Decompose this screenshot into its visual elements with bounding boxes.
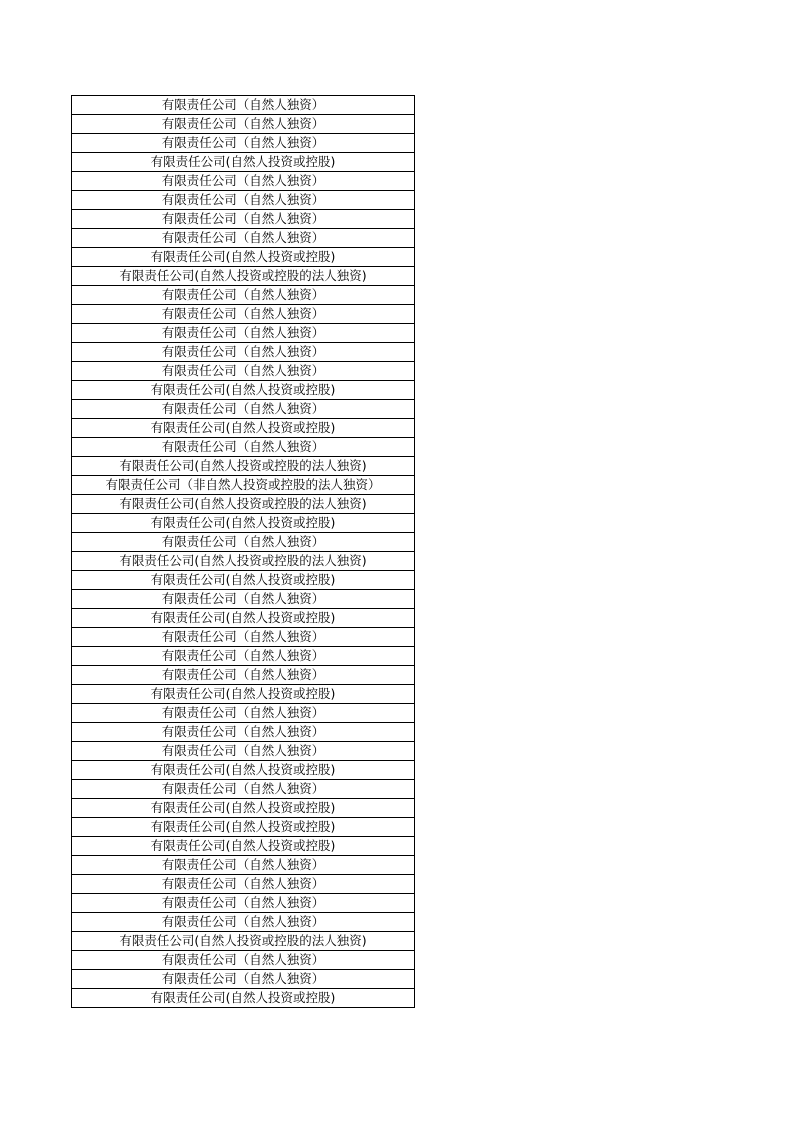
company-type-cell[interactable]: 有限责任公司（非自然人投资或控股的法人独资） xyxy=(72,476,415,495)
company-type-cell[interactable]: 有限责任公司(自然人投资或控股) xyxy=(72,571,415,590)
company-type-cell[interactable]: 有限责任公司（自然人独资） xyxy=(72,191,415,210)
company-type-cell[interactable]: 有限责任公司（自然人独资） xyxy=(72,324,415,343)
company-type-cell[interactable]: 有限责任公司（自然人独资） xyxy=(72,875,415,894)
table-row xyxy=(72,191,415,210)
company-type-cell[interactable]: 有限责任公司(自然人投资或控股的法人独资) xyxy=(72,932,415,951)
table-row xyxy=(72,723,415,742)
company-type-cell[interactable]: 有限责任公司（自然人独资） xyxy=(72,647,415,666)
company-type-cell[interactable]: 有限责任公司(自然人投资或控股) xyxy=(72,685,415,704)
company-type-cell[interactable]: 有限责任公司（自然人独资） xyxy=(72,856,415,875)
company-type-cell[interactable]: 有限责任公司（自然人独资） xyxy=(72,134,415,153)
table-row xyxy=(72,495,415,514)
company-type-cell[interactable]: 有限责任公司（自然人独资） xyxy=(72,533,415,552)
table-row xyxy=(72,609,415,628)
company-type-cell[interactable]: 有限责任公司(自然人投资或控股的法人独资) xyxy=(72,457,415,476)
company-type-cell[interactable]: 有限责任公司(自然人投资或控股) xyxy=(72,419,415,438)
table-row xyxy=(72,419,415,438)
company-type-cell[interactable]: 有限责任公司（自然人独资） xyxy=(72,210,415,229)
company-type-cell[interactable]: 有限责任公司（自然人独资） xyxy=(72,343,415,362)
company-type-cell[interactable]: 有限责任公司(自然人投资或控股) xyxy=(72,609,415,628)
table-row xyxy=(72,229,415,248)
table-row xyxy=(72,932,415,951)
table-row xyxy=(72,381,415,400)
company-type-cell[interactable]: 有限责任公司（自然人独资） xyxy=(72,780,415,799)
table-row xyxy=(72,818,415,837)
table-row xyxy=(72,514,415,533)
table-row xyxy=(72,647,415,666)
table-row xyxy=(72,704,415,723)
table-row xyxy=(72,913,415,932)
table-row xyxy=(72,343,415,362)
company-type-cell[interactable]: 有限责任公司(自然人投资或控股) xyxy=(72,818,415,837)
company-type-cell[interactable]: 有限责任公司(自然人投资或控股的法人独资) xyxy=(72,267,415,286)
table-row xyxy=(72,96,415,115)
table-row xyxy=(72,666,415,685)
company-type-cell[interactable]: 有限责任公司（自然人独资） xyxy=(72,590,415,609)
company-type-cell[interactable]: 有限责任公司(自然人投资或控股) xyxy=(72,248,415,267)
company-type-cell[interactable]: 有限责任公司(自然人投资或控股) xyxy=(72,153,415,172)
company-type-cell[interactable]: 有限责任公司（自然人独资） xyxy=(72,362,415,381)
company-type-cell[interactable]: 有限责任公司（自然人独资） xyxy=(72,666,415,685)
table-row xyxy=(72,780,415,799)
table-row xyxy=(72,761,415,780)
company-type-cell[interactable]: 有限责任公司(自然人投资或控股) xyxy=(72,761,415,780)
table-row xyxy=(72,210,415,229)
table-row xyxy=(72,894,415,913)
company-type-cell[interactable]: 有限责任公司(自然人投资或控股的法人独资) xyxy=(72,552,415,571)
company-type-cell[interactable]: 有限责任公司（自然人独资） xyxy=(72,305,415,324)
table-row xyxy=(72,989,415,1008)
table-row xyxy=(72,533,415,552)
table-row xyxy=(72,875,415,894)
table-row xyxy=(72,590,415,609)
spreadsheet-page xyxy=(71,95,415,1008)
table-row xyxy=(72,362,415,381)
table-row xyxy=(72,856,415,875)
company-type-cell[interactable]: 有限责任公司（自然人独资） xyxy=(72,400,415,419)
table-row xyxy=(72,153,415,172)
table-row xyxy=(72,267,415,286)
company-type-cell[interactable]: 有限责任公司（自然人独资） xyxy=(72,229,415,248)
table-row xyxy=(72,970,415,989)
table-body xyxy=(72,96,415,1008)
table-row xyxy=(72,476,415,495)
table-row xyxy=(72,134,415,153)
company-type-cell[interactable]: 有限责任公司（自然人独资） xyxy=(72,115,415,134)
company-type-cell[interactable]: 有限责任公司（自然人独资） xyxy=(72,742,415,761)
company-type-cell[interactable]: 有限责任公司（自然人独资） xyxy=(72,723,415,742)
company-type-cell[interactable]: 有限责任公司（自然人独资） xyxy=(72,894,415,913)
table-row xyxy=(72,248,415,267)
table-row xyxy=(72,115,415,134)
table-row xyxy=(72,552,415,571)
table-row xyxy=(72,742,415,761)
table-row xyxy=(72,628,415,647)
company-type-cell[interactable]: 有限责任公司（自然人独资） xyxy=(72,913,415,932)
table-row xyxy=(72,951,415,970)
company-type-cell[interactable]: 有限责任公司(自然人投资或控股) xyxy=(72,799,415,818)
company-type-cell[interactable]: 有限责任公司（自然人独资） xyxy=(72,438,415,457)
table-row xyxy=(72,685,415,704)
company-type-table xyxy=(71,95,415,1008)
table-row xyxy=(72,799,415,818)
table-row xyxy=(72,172,415,191)
table-row xyxy=(72,286,415,305)
company-type-cell[interactable]: 有限责任公司（自然人独资） xyxy=(72,96,415,115)
table-row xyxy=(72,571,415,590)
company-type-cell[interactable]: 有限责任公司(自然人投资或控股) xyxy=(72,989,415,1008)
table-row xyxy=(72,400,415,419)
table-row xyxy=(72,438,415,457)
table-row xyxy=(72,305,415,324)
company-type-cell[interactable]: 有限责任公司(自然人投资或控股的法人独资) xyxy=(72,495,415,514)
table-row xyxy=(72,457,415,476)
company-type-cell[interactable]: 有限责任公司（自然人独资） xyxy=(72,951,415,970)
company-type-cell[interactable]: 有限责任公司（自然人独资） xyxy=(72,628,415,647)
company-type-cell[interactable]: 有限责任公司（自然人独资） xyxy=(72,704,415,723)
company-type-cell[interactable]: 有限责任公司(自然人投资或控股) xyxy=(72,837,415,856)
company-type-cell[interactable]: 有限责任公司（自然人独资） xyxy=(72,970,415,989)
table-row xyxy=(72,324,415,343)
company-type-cell[interactable]: 有限责任公司（自然人独资） xyxy=(72,286,415,305)
table-row xyxy=(72,837,415,856)
company-type-cell[interactable]: 有限责任公司(自然人投资或控股) xyxy=(72,381,415,400)
company-type-cell[interactable]: 有限责任公司（自然人独资） xyxy=(72,172,415,191)
company-type-cell[interactable]: 有限责任公司(自然人投资或控股) xyxy=(72,514,415,533)
